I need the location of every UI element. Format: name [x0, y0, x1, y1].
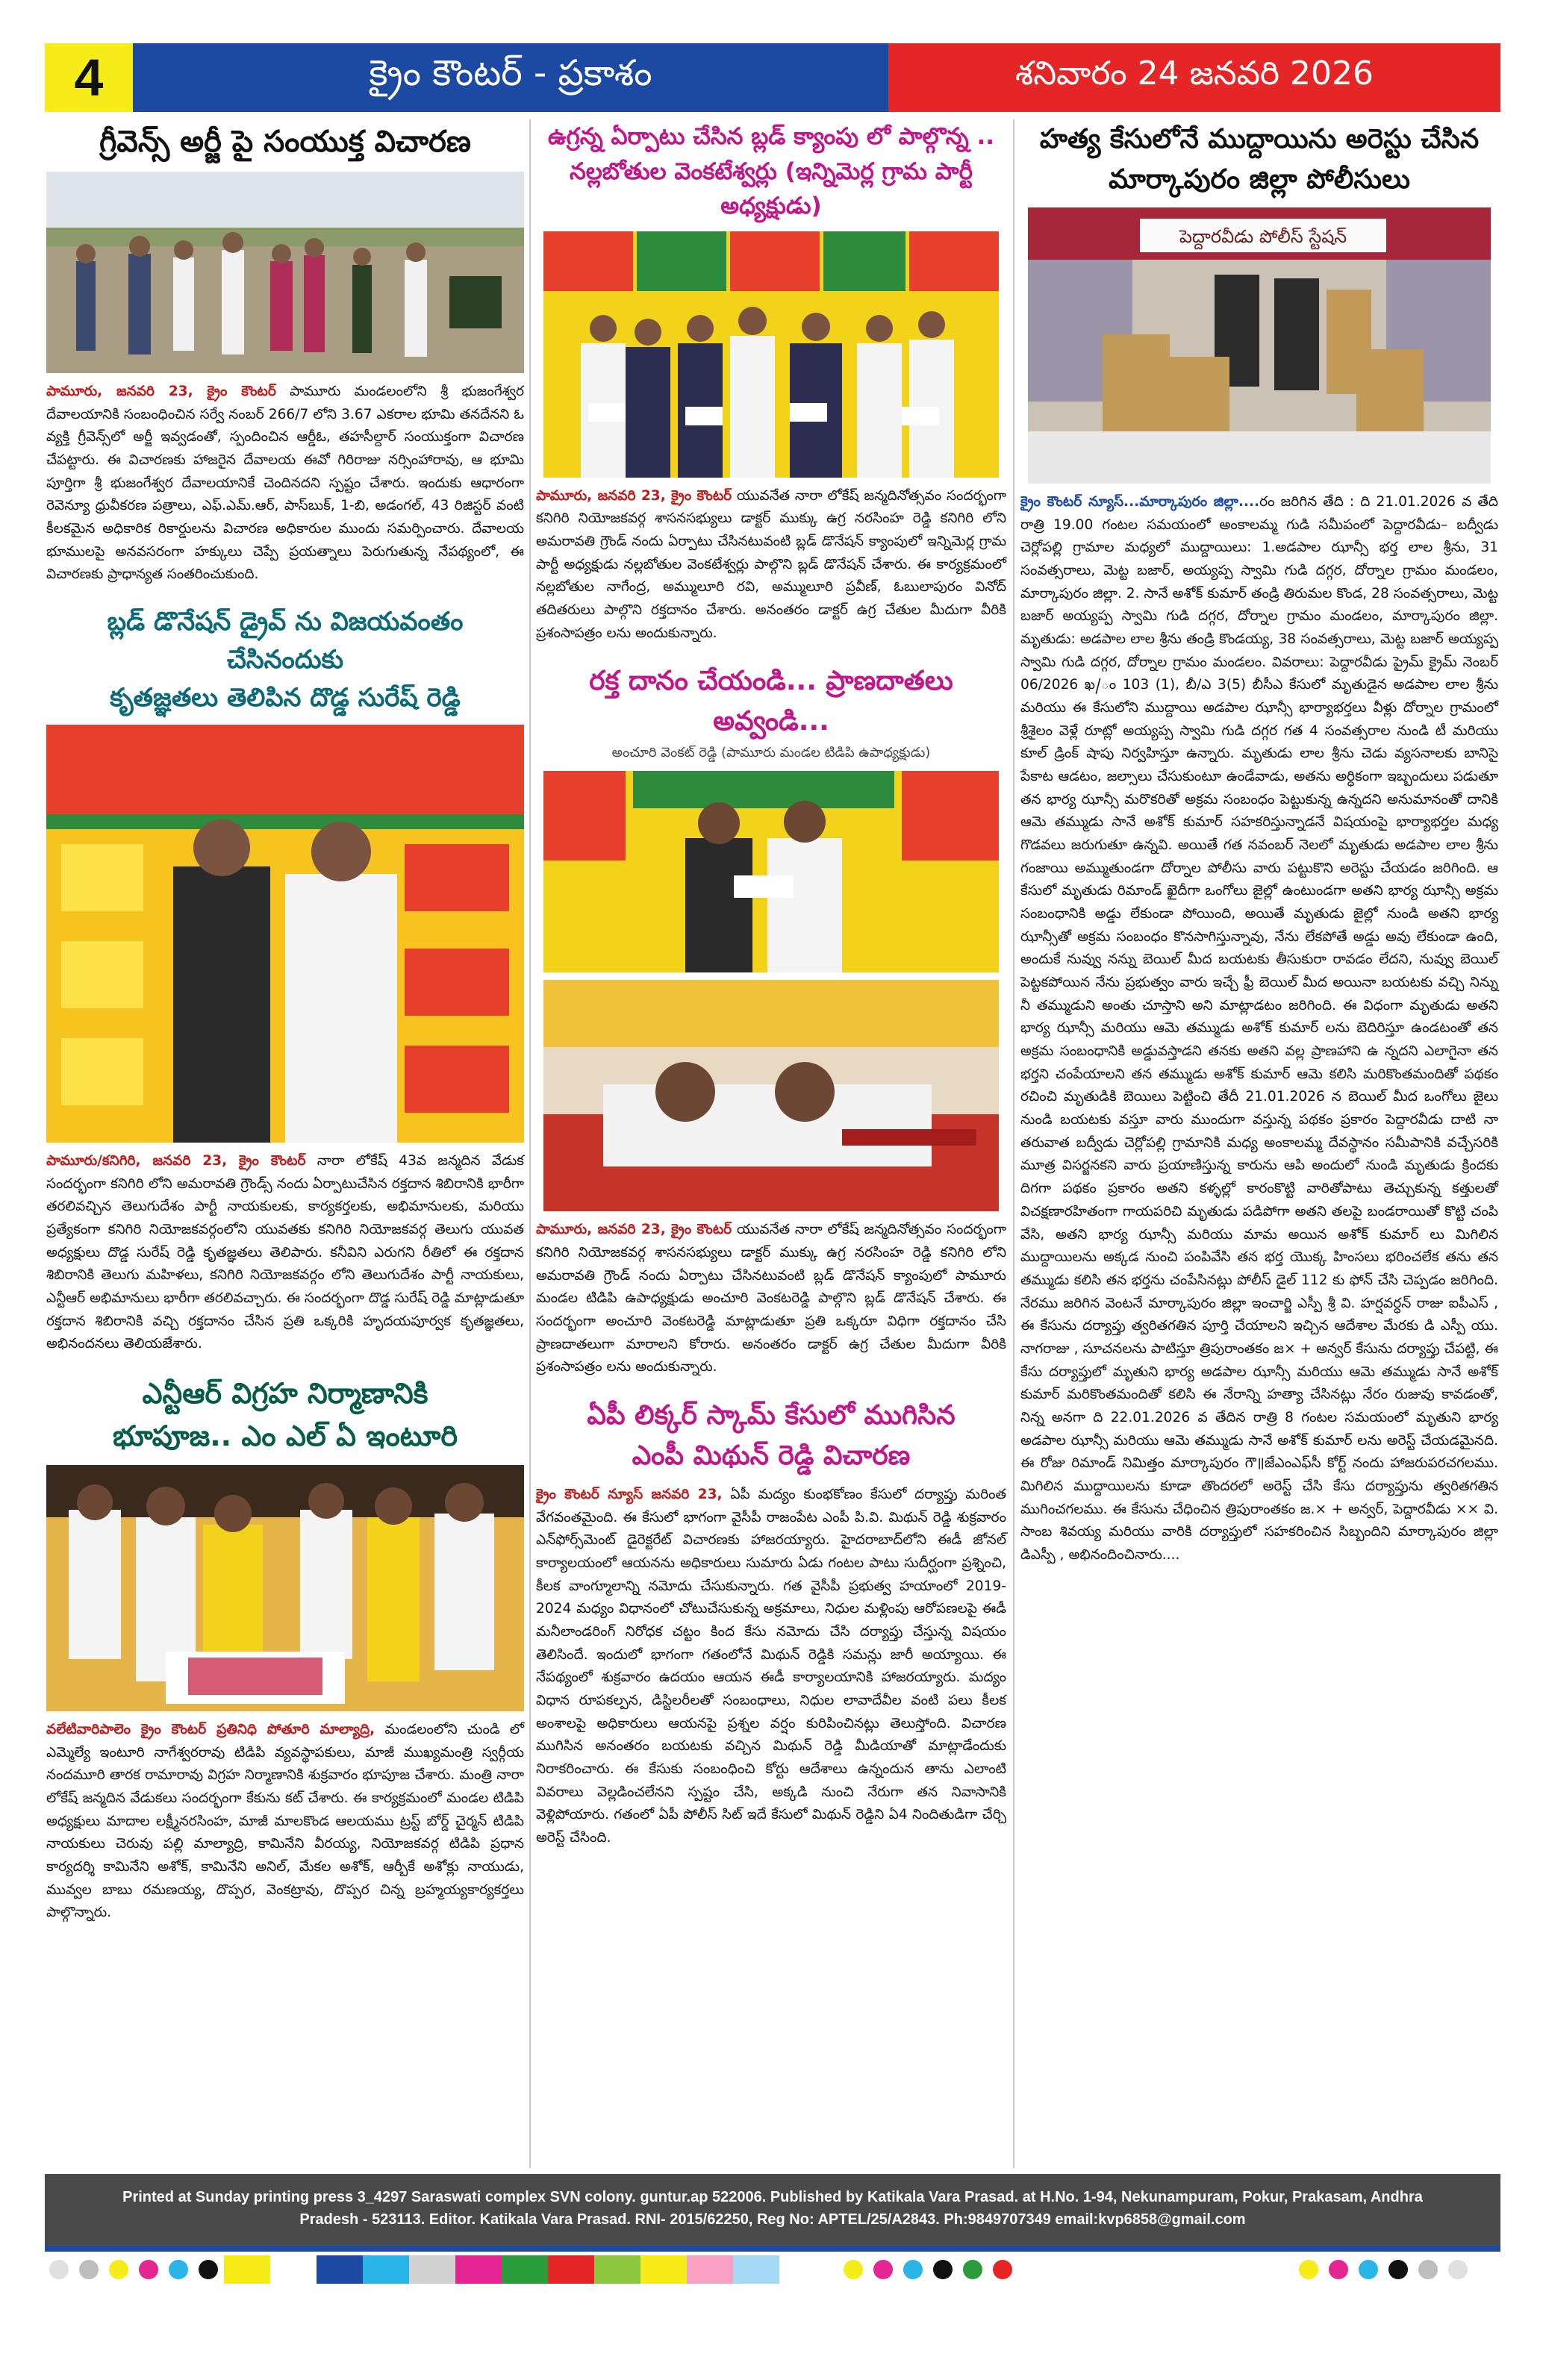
imprint-footer — [45, 2174, 1500, 2246]
blood-camp-participants-photo — [543, 231, 999, 478]
imprint-line-2: Pradesh - 523113. Editor. Katikala Vara Prasad. RNI- 2015/62250, Reg No: APTEL/25/A2843. Ph:9849707349 email:kvp6858@gmail.com — [299, 2211, 1246, 2228]
registration-dots-left — [49, 2260, 218, 2279]
grievance-inspection-photo — [46, 172, 524, 373]
police-press-meet-photo — [1028, 207, 1491, 484]
story-headline: భూపూజ.. ఎం ఎల్ ఏ ఇంటూరి — [113, 1419, 458, 1453]
story-headline: హత్య కేసులోనే ముద్దాయిను అరెస్టు చేసిన మార్కాపురం జిల్లా పోలీసులు — [1039, 124, 1480, 195]
story-headline: ఎన్టీఆర్ విగ్రహ నిర్మాణానికి — [142, 1377, 428, 1411]
column-2 — [536, 119, 1006, 1850]
story-body: క్రైం కౌంటర్ న్యూస్ జనవరి 23, ఏపీ మద్యం కుంభకోణం కేసులో దర్యాప్తు మరింత వేగవంతమైంది. ఈ కేసులో భాగంగా వైసీపీ రాజంపేట ఎంపీ పి.వి. మిథున్ రెడ్డి శుక్రవారం ఎన్‌ఫోర్స్‌మెంట్ డైరెక్టరేట్ విచారణకు హాజరయ్యారు. హైదరాబాద్‌లోని ఈడీ జోనల్ కార్యాలయంలో ఆయనను అధికారులు సుమారు ఏడు గంటల పాటు సుదీర్ఘంగా ప్రశ్నించి, కీలక వాంగ్మూలాన్ని నమోదు చేసుకున్నారు. గత వైసీపీ ప్రభుత్వ హయాంలో 2019-2024 మధ్యం విధానంలో చోటుచేసుకున్న అక్రమాలు, నిధుల మళ్లింపు ఆరోపణలపై ఈడీ మనీలాండరింగ్ నిరోధక చట్టం కింద కేసు నమోదు చేసి దర్యాప్తు చేస్తున్న విషయం తెలిసిందే. ఇందులో భాగంగా గతంలోనే మిథున్ రెడ్డికి సమన్లు జారీ అయ్యాయి. ఈ నేపథ్యంలో శుక్రవారం ఉదయం ఆయన ఈడీ కార్యాలయానికి హాజరయ్యారు. మద్యం విధాన రూపకల్పన, డిస్టిలరీలతో సంబంధాలు, నిధుల లావాదేవీల వంటి పలు కీలక అంశాలపై అధికారులు ఆయనపై ప్రశ్నల వర్షం కురిపించినట్లు తెలుస్తోంది. విచారణ ముగిసిన అనంతరం బయటకు వచ్చిన మిథున్ రెడ్డి మీడియాతో మాట్లాడేందుకు నిరాకరించారు. ఈ కేసుకు సంబంధించి కోర్టు ఆదేశాలు ఉన్నందున తాను ఎలాంటి వివరాలు వెల్లడించలేనని స్పష్టం చేసి, అక్కడి నుంచి నేరుగా తన నివాసానికి వెళ్లిపోయారు. గతంలో ఏపీ పోలీస్ సిట్ ఇదే కేసులో మిథున్ రెడ్డిని ఏ4 నిందితుడిగా చేర్చి అరెస్ట్ చేసింది. — [536, 1486, 1007, 1846]
imprint-line-1: Printed at Sunday printing press 3_4297 Saraswati complex SVN colony. guntur.ap 522006. Published by Katikala Vara Prasad. at H.No. 1-94, Nekunampuram, Pokur, Prakasam, Andhra — [122, 2189, 1423, 2205]
story-headline: బ్లడ్ డొనేషన్ డ్రైవ్ ను విజయవంతం చేసినందుకు — [107, 607, 464, 675]
column-divider — [529, 119, 531, 2168]
story-body: క్రైం కౌంటర్ న్యూస్...మార్కాపురం జిల్లా....రం జరిగిన తేది : ది 21.01.2026 వ తేది రాత్రి 19.00 గంటల సమయంలో అంకాలమ్మ గుడి సమీపంలో పెద్దారవీడు– బద్వీడు చెర్లోపల్లి గ్రామాల మధ్యలో ముద్దాయిలు: 1.అడపాల ఝాన్సీ భర్త లాల శ్రీను, 31 సంవత్సరాలు, మెట్ట బజార్, అయ్యప్ప స్వామి గుడి దగ్గర, దోర్నాల గ్రామం మండలం, మార్కాపురం జిల్లా. 2. సానే అశోక్ కుమార్ తండ్రి తిరుమల కొండ, 28 సంవత్సరాలు, మెట్ట బజార్ అయ్యప్ప స్వామి గుడి దగ్గర, దోర్నాల గ్రామం మండలం, మార్కాపురం జిల్లా. మృతుడు: అడపాల లాల శ్రీను తండ్రి కొండయ్య, 38 సంవత్సరాలు, మెట్ట బజార్ అయ్యప్ప స్వామి గుడి దగ్గర, దోర్నాల గ్రామం మండలం. వివరాలు: పెద్దారవీడు ప్రైమ్ క్రైమ్ నెంబర్ 06/2026 ఖ/ం 103 (1), బీ/ఎ 3(5) బీసీఎ కేసులో మృతుడైన అడపాల లాల శ్రీను మరియు ఈ కేసులోని ముద్దాయి అడపాల ఝాన్సీ భార్యాభర్తలు వీళ్లు దోర్నాల గ్రామంలో శ్రీశైలం వెళ్లే రూట్లో అయ్యప్ప స్వామి గుడి దగ్గర గత 4 సంవత్సరాల నుండి టీ మరియు కూల్ డ్రింక్ షాపు నిర్వహిస్తూ ఉన్నారు. మృతుడు లాల శ్రీను చెడు వ్యసనాలకు బానిసై పేకాట ఆడటం, జల్సాలు చేసుకుంటూ ఉండేవాడు, అతను అర్ధికంగా ఇబ్బందులు పడుతూ తన భార్య ఝాన్సీ మరొకరితో అక్రమ సంబంధం పెట్టుకున్న ఉన్నదని అనుమానంతో దానికి ఆమె తమ్ముడు సానే అశోక్ కుమార్ సహకరిస్తున్నాడనే విషయంపై భార్యాభర్తల మధ్య గొడవలు జరుగుతూ ఉన్నవి. అయితే గత నవంబర్ నెలలో మృతుడు అడపాల లాల శ్రీను గంజాయి అమ్ముతుండగా దోర్నాల పోలీసు వారు పట్టుకొని అరెస్టు చేయడం జరిగింది. ఆ కేసులో మృతుడు రిమాండ్ ఖైదీగా ఒంగోలు జైల్లో ఉంటుండగా అతని భార్య ఝాన్సీ అక్రమ సంబంధానికి అడ్డు లేకుండా పోయింది, అయితే మృతుడు జైల్లో నుండి అతని భార్య ఝాన్సీతో అక్రమ సంబంధం కొనసాగిస్తున్నావు, నేను లేకపోతే అడ్డు అవు లేకుండా ఉంది, అందుకే నువ్వు నన్ను బెయిల్ మీద బయటకు తీసుకురా రావడం లేదని, నువ్వు బెయిల్ పెట్టకపోయిన నేను ప్రభుత్వం వారు ఇచ్చే ఫ్రీ బెయిల్ మీద అయినా బయటకు వచ్చి నిన్ను నీ తమ్ముడుని అంతు చూస్తాని అని మాట్లాడటం జరిగింది. ఈ విధంగా మృతుడు అతని భార్య ఝాన్సీ మరియు ఆమె తమ్ముడు అశోక్ కుమార్ లను బెదిరిస్తూ ఉండటంతో తన అక్రమ సంబంధానికి అడ్డువస్తాడని తనకు అతని వల్ల ప్రాణహాని ఉ న్నదని ఎలాగైనా తన భర్తని చంపేయాలని తన తమ్ముడు అశోక్ కుమార్ ఆమె కలిసి మరికొంతమందితో పథకం రచించి మృతుడికి బెయిలు పెట్టించి తేదీ 21.01.2026 న బెయిల్ మీద ఒంగోలు జైలు నుండి బయటకు వస్తూ వారు ముందుగా వస్తున్న పథకం ప్రకారం పెద్దారవీడు దాటి నా తరువాత బద్వీడు చెర్లోపల్లి గ్రామానికి మధ్య అంకాలమ్మ దేవస్థానం సమీపానికి వచ్చేసరికి మూత్ర విసర్జనకని వారు ప్రయాణిస్తున్న కారును ఆపి అందులో నుండి మృతుడు క్రిందకు దిగగా పథకం ప్రకారం అతని కళ్ళల్లో కారంకొట్టి వారితోపాటు తెచ్చుకున్న కత్తులతో విచక్షణారహితంగా గాయపరిచి మృతుడు పడిపోగా అతని తలపై బండరాయితో కొట్టి చంపి వేసి, అతని భార్య ఝాన్సీ మరియు మామ అయిన అశోక్ కుమార్ లు మిగిలిన ముద్దాయిలను అక్కడ నుంచి పంపివేసి తన భర్త యొక్క హింసలు భరించలేక తను తన తమ్ముడు కలిసి తన భర్తను చంపేసినట్లు పోలీస్ డైల్ 112 కు ఫోన్ చేసి చెప్పడం జరిగింది. నేరము జరిగిన వెంటనే మార్కాపురం జిల్లా ఇంచార్జి ఎస్పీ శ్రీ వి. హర్షవర్ధన్ రాజు ఐపీఎస్ , ఈ కేసును దర్యాప్తు త్వరితగతిన పూర్తి చేయాలని ఇచ్చిన ఆదేశాల మేరకు డి ఎస్పీ యు. నాగరాజు , సూచనలను పాటిస్తూ త్రిపురాంతకం జ× + అన్వర్ కేసును దర్యాప్తు చేపట్టి, ఈ కేసు దర్యాప్తులో మృతుని భార్య అడపాల ఝాన్సీ మరియు ఆమె తమ్ముడు సానే అశోక్ కుమార్ మరికొంతమందితో కలిసి ఈ నేరాన్ని హత్యా చేసినట్లు నేరం రుజువు కావడంతో, నిన్న అనగా ది 22.01.2026 వ తేదిన రాత్రి 8 గంటల సమయంలో మృతుని భార్య అడపాల ఝాన్సీ మరియు ఆమె తమ్ముడు సానే అశోక్ కుమార్ లను అరెస్ట్ చేయడమైనది. ఈ రోజు రిమాండ్ నిమిత్తం మార్కాపురం గౌ॥జేఎంఎఫ్‌సీ కోర్ట్ నందు హాజరుపరచగలము. మిగిలిన ముద్దాయిలను కూడా తొందరలో అరెస్ట్ చేసి కేసు దర్యాప్తును త్వరితగతిన ముగించగలము. ఈ కేసును చేధించిన త్రిపురాంతకం జ.× + అన్వర్, పెద్దారవీడు ×× వి. సాంబ శివయ్య మరియు వారికి దర్యాప్తులో సహకరించిన సిబ్బందిని మార్కాపురం జిల్లా డిఎస్పీ , అభినందించినారు.... — [1020, 494, 1498, 1563]
color-calibration-strip — [224, 2255, 779, 2284]
registration-dots-right — [1299, 2260, 1468, 2279]
story-headline: ఎంపీ మిథున్ రెడ్డి విచారణ — [632, 1440, 911, 1471]
story-headline: కృతజ్ఞతలు తెలిపిన దొడ్డ సురేష్ రెడ్డి — [110, 683, 461, 713]
story-body: పామూరు/కనిగిరి, జనవరి 23, క్రైం కౌంటర్ నారా లోకేష్ 43వ జన్మదిన వేడుక సందర్భంగా కనిగిరి లోని అమరావతి గ్రౌండ్స్ నందు ఏర్పాటుచేసిన రక్తదాన శిబిరానికి భారీగా తరలివచ్చిన తెలుగుదేశం పార్టీ నాయకులకు, కార్యకర్తలకు, అభిమానులకు, మరియు ప్రత్యేకంగా కనిగిరి నియోజకవర్గంలోని యువతకు కనిగిరి నియోజకవర్గ తెలుగు యువత అధ్యక్షులు దొడ్డ సురేష్ రెడ్డి కృతజ్ఞతలు తెలిపారు. కనీవిని ఎరుగని రీతిలో ఈ రక్తదాన శిబిరానికి తెలుగు మహిళలు, కనిగిరి నియోజకవర్గం లోని తెలుగుదేశం పార్టీ నాయకులు, ఎన్టీఆర్ అభిమానులు భారీగా తరలివచ్చారు. ఈ సందర్భంగా దొడ్డ సురేష్ రెడ్డి మాట్లాడుతూ రక్తదాన శిబిరానికి వచ్చి రక్తదానం చేసిన ప్రతి ఒక్కరికి హృదయపూర్వక కృతజ్ఞతలు, అభినందనలు తెలియజేశారు. — [46, 1153, 525, 1352]
story-headline: ఉగ్రన్న ఏర్పాటు చేసిన బ్లడ్ క్యాంపు లో పాల్గొన్న .. నల్లబోతుల వెంకటేశ్వర్లు (ఇన్నిమెర్ల గ్రామ పార్టీ అధ్యక్షుడు) — [547, 123, 995, 219]
story-body: పామూరు, జనవరి 23, క్రైం కౌంటర్ యువనేత నారా లోకేష్ జన్మదినోత్సవం సందర్భంగా కనిగిరి నియోజకవర్గ శాసనసభ్యులు డాక్టర్ ముక్కు ఉగ్ర నరసింహ రెడ్డి కనిగిరి లోని అమరావతి గ్రౌండ్ నందు ఏర్పాటు చేసినటువంటి బ్లడ్ డొనేషన్ క్యాంపులో ఇన్నిమెర్ల గ్రామ పార్టీ అధ్యక్షుడు నల్లబోతుల వెంకటేశ్వర్లు పాల్గొని బ్లడ్ డొనేషన్ చేశారు. ఈ కార్యక్రమంలో నల్లబోతుల నాగేంద్ర, అమ్ములూరి రవి, అమ్ములూరి ప్రవీణ్, ఓబులాపురం వినోద్ తదితరులు పాల్గొని రక్తదానం చేశారు. అనంతరం డాక్టర్ ఉగ్ర చేతుల మీదుగా వీరికి ప్రశంసాపత్రం లను అందుకున్నారు. — [536, 487, 1006, 641]
masthead — [45, 43, 1500, 112]
police-station-sign: పెద్దారవీడు పోలీస్ స్టేషన్ — [1179, 226, 1347, 247]
page-number: 4 — [45, 43, 133, 112]
story-headline: గ్రీవెన్స్ అర్జీ పై సంయుక్త విచారణ — [99, 125, 471, 159]
story-headline: ఏపీ లిక్కర్ స్కామ్ కేసులో ముగిసిన — [587, 1399, 956, 1431]
blood-drive-thanks-photo — [46, 725, 524, 1143]
column-1 — [46, 119, 524, 1925]
column-3 — [1020, 119, 1498, 1567]
story-body: వలేటివారిపాలెం క్రైం కౌంటర్ ప్రతినిధి పోతూరి మాల్యాద్రి, మండలంలోని చుండి లో ఎమ్మెల్యే ఇంటూరి నాగేశ్వరరావు టిడిపి వ్యవస్థాపకులు, మాజీ ముఖ్యమంత్రి స్వర్గీయ నందమూరి తారక రామారావు విగ్రహ నిర్మాణానికి శుక్రవారం భూపూజ చేశారు. మంత్రి నారా లోకేష్ జన్మదిన వేడుకలు సందర్భంగా కేకును కట్ చేశారు. ఈ కార్యక్రమంలో మండల టిడిపి అధ్యక్షులు మాదాల లక్ష్మీనరసింహ, మాజీ మాలకొండ ఆలయము ట్రస్ట్ బోర్డ్ చైర్మన్ టిడిపి నాయకులు చెరువు పల్లి మాల్యాద్రి, కామినేని వీరయ్య, నియోజకవర్గ టిడిపి ప్రధాన కార్యదర్శి కామినేని అశోక్, కామినేని అనిల్, మేకల అశోక్, ఆర్బీకే అశోక్లు నాయుడు, మువ్వల బాబు రమణయ్య, దొప్పర, వెంకట్రావు, దొప్పర చిన్న బ్రహ్మయ్యకార్యకర్తలు పాల్గొన్నారు. — [46, 1722, 524, 1921]
registration-dots-center — [844, 2260, 1012, 2279]
issue-date: శనివారం 24 జనవరి 2026 — [888, 43, 1500, 112]
column-divider — [1013, 119, 1014, 2168]
story-byline: అంచూరి వెంకట్ రెడ్డి (పామూరు మండల టిడిపి ఉపాధ్యక్షుడు) — [611, 745, 931, 761]
newspaper-title: క్రైం కౌంటర్ - ప్రకాశం — [133, 43, 888, 112]
blood-donation-bed-photo — [543, 980, 999, 1211]
story-headline: రక్త దానం చేయండి... ప్రాణదాతలు అవ్వండి... — [589, 666, 953, 737]
footer-accent-bar — [45, 2246, 1500, 2252]
certificate-handover-photo — [543, 771, 999, 972]
ntr-statue-bhoomi-puja-photo — [46, 1465, 524, 1711]
story-body: పామూరు, జనవరి 23, క్రైం కౌంటర్ పామూరు మండలంలోని శ్రీ భుజంగేశ్వర దేవాలయానికి సంబంధించిన సర్వే నంబర్ 266/7 లోని 3.67 ఎకరాల భూమి తనదేనని ఓ వ్యక్తి గ్రీవెన్స్‌లో అర్జీ ఇవ్వడంతో, స్పందించిన ఆర్డీఓ, తహసీల్దార్ సంయుక్తంగా విచారణ చేపట్టారు. ఈ విచారణకు హాజరైన దేవాలయ ఈవో గిరిరాజు నర్సింహారావు, ఆ భూమి పూర్తిగా శ్రీ భుజంగేశ్వర దేవాలయానికే చెందినదని స్పష్టం చేశారు. ఇందుకు ఆధారంగా రెవెన్యూ ధ్రువీకరణ పత్రాలు, ఎఫ్.ఎమ్.ఆర్, పాస్‌బుక్, 1-బి, అడంగల్, 43 రిజిస్టర్ వంటి కీలకమైన అధికారిక రికార్డులను విచారణ అధికారుల ముందు సమర్పించారు. దేవాలయ భూములపై అనవసరంగా హక్కులు చెప్పే ప్రయత్నాలు పెరుగుతున్న నేపథ్యంలో, ఈ విచారణకు ప్రాధాన్యత సంతరించుకుంది. — [46, 384, 524, 583]
story-body: పామూరు, జనవరి 23, క్రైం కౌంటర్ యువనేత నారా లోకేష్ జన్మదినోత్సవం సందర్భంగా కనిగిరి నియోజకవర్గ శాసనసభ్యులు డాక్టర్ ముక్కు ఉగ్ర నరసింహ రెడ్డి కనిగిరి లోని అమరావతి గ్రౌండ్ నందు ఏర్పాటు చేసినటువంటి బ్లడ్ డొనేషన్ క్యాంపులో పామూరు మండల టిడిపి ఉపాధ్యక్షుడు అంచూరి వెంకటరెడ్డి పాల్గొని బ్లడ్ డొనేషన్ చేశారు. ఈ సందర్భంగా అంచూరి వెంకటరెడ్డి మాట్లాడుతూ ప్రతి ఒక్కరూ విధిగా రక్తదానం చేసి ప్రాణదాతలుగా మారాలని కోరారు. అనంతరం డాక్టర్ ఉగ్ర చేతుల మీదుగా వీరికి ప్రశంసాపత్రం లను అందుకున్నారు. — [536, 1222, 1006, 1375]
